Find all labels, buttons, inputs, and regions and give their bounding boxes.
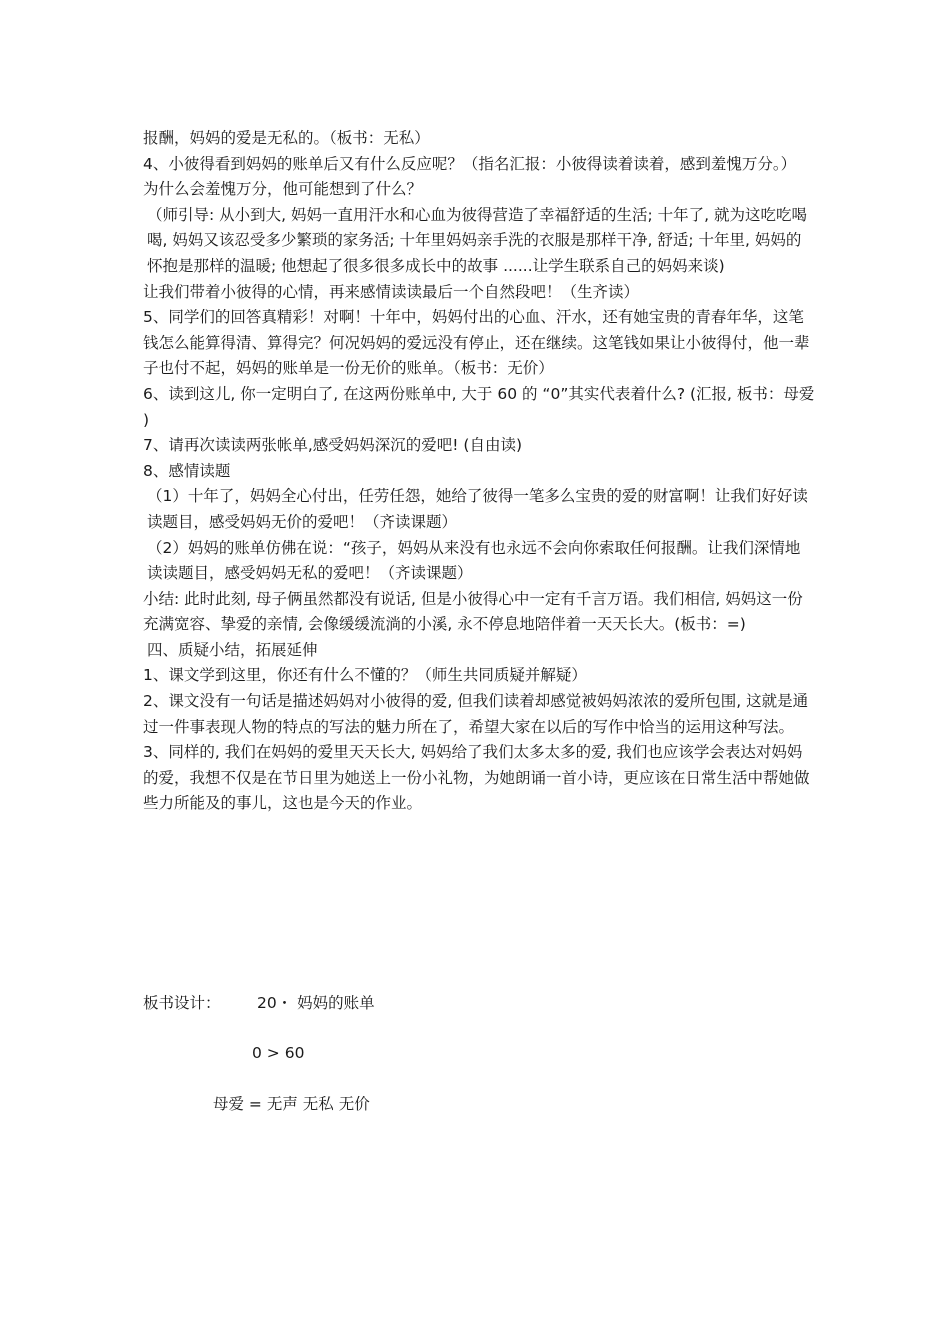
paragraph-q6-zero-meaning: 6、读到这儿, 你一定明白了, 在这两份账单中, 大于 60 的 “0”其实代表着什么? (汇报, 板书：母爱 )	[143, 384, 815, 429]
paragraph-ext-1: 1、课文学到这里，你还有什么不懂的？（师生共同质疑并解疑）	[143, 666, 587, 685]
paragraph-q8-title-reading: 8、感情读题	[143, 461, 231, 480]
board-design-inequality: 0 > 60	[252, 1044, 305, 1062]
board-design-equation: 母爱 = 无声 无私 无价	[213, 1095, 370, 1113]
paragraph-ext-3: 3、同样的, 我们在妈妈的爱里天天长大, 妈妈给了我们太多太多的爱, 我们也应该学会表达对妈妈的爱，我想不仅是在节日里为她送上一份小礼物，为她朗诵一首小诗，更应该在日常生活中帮她做些力所能及的事儿，这也是今天的作业。	[143, 743, 810, 813]
paragraph-q5-priceless: 5、同学们的回答真精彩！对啊！十年中，妈妈付出的心血、汗水，还有她宝贵的青春年华，这笔钱怎么能算得清、算得完？何况妈妈的爱远没有停止，还在继续。这笔钱如果让小彼得付，他一辈子也付不起，妈妈的账单是一份无价的账单。（板书：无价）	[143, 308, 810, 378]
paragraph-q8-part1: （1）十年了，妈妈全心付出，任劳任怨，她给了彼得一笔多么宝贵的爱的财富啊！让我们好好读读题目，感受妈妈无价的爱吧！（齐读课题）	[147, 487, 808, 531]
paragraph-teacher-guide: （师引导: 从小到大, 妈妈一直用汗水和心血为彼得营造了幸福舒适的生活; 十年了, 就为这吃吃喝喝, 妈妈又该忍受多少繁琐的家务活; 十年里妈妈亲手洗的衣服是那样干净, 舒适; 十年里, 妈妈的怀抱是那样的温暖; 他想起了很多很多成长中的故事 ......让学生联系自己的妈妈来谈)	[147, 205, 808, 275]
paragraph-q7-reread: 7、请再次读读两张帐单,感受妈妈深沉的爱吧! (自由读)	[143, 436, 523, 455]
paragraph-read-last-section: 让我们带着小彼得的心情，再来感情读读最后一个自然段吧！（生齐读）	[143, 282, 640, 301]
paragraph-q8-part2: （2）妈妈的账单仿佛在说：“孩子，妈妈从来没有也永远不会向你索取任何报酬。让我们深情地读读题目，感受妈妈无私的爱吧！（齐读课题）	[147, 538, 801, 583]
section-heading-four: 四、质疑小结，拓展延伸	[147, 640, 318, 659]
board-design-title: 20・ 妈妈的账单	[257, 994, 375, 1012]
paragraph-why-ashamed: 为什么会羞愧万分，他可能想到了什么？	[143, 180, 423, 199]
paragraph-reward-selfless: 报酬，妈妈的爱是无私的。（板书：无私）	[143, 129, 430, 147]
lesson-text	[143, 126, 815, 817]
paragraph-summary: 小结: 此时此刻, 母子俩虽然都没有说话, 但是小彼得心中一定有千言万语。我们相信, 妈妈这一份充满宽容、挚爱的亲情, 会像缓缓流淌的小溪, 永不停息地陪伴着一天天长大。(板书：=)	[143, 589, 803, 634]
paragraph-q4-reaction: 4、小彼得看到妈妈的账单后又有什么反应呢？（指名汇报：小彼得读着读着，感到羞愧万分。）	[143, 154, 797, 173]
paragraph-ext-2: 2、课文没有一句话是描述妈妈对小彼得的爱, 但我们读着却感觉被妈妈浓浓的爱所包围, 这就是通过一件事表现人物的特点的写法的魅力所在了，希望大家在以后的写作中恰当的运用这种写法。	[143, 692, 809, 736]
board-design-label: 板书设计：	[143, 994, 221, 1012]
